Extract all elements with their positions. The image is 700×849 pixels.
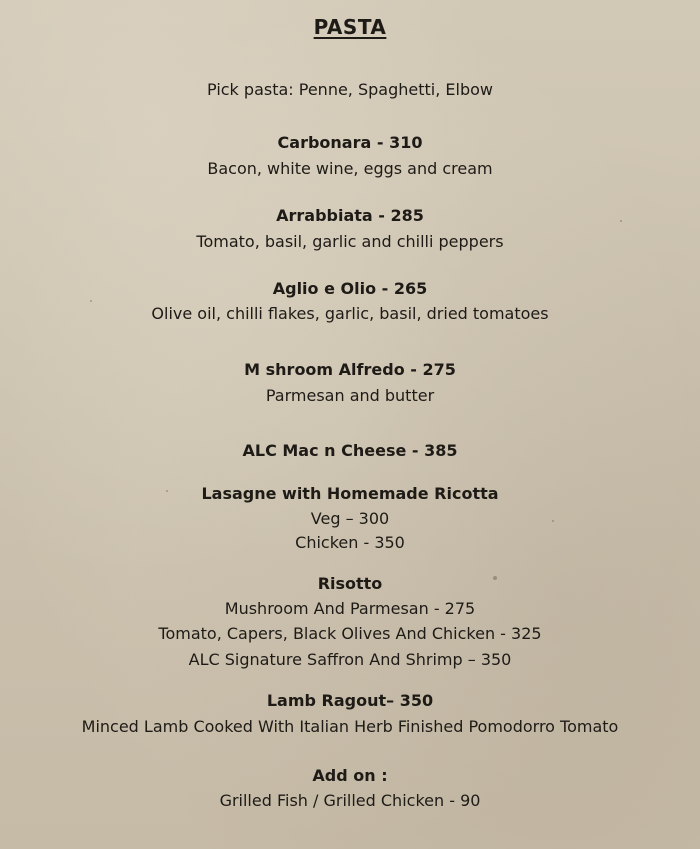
item-mac-cheese-name: ALC Mac n Cheese - 385	[242, 441, 458, 460]
item-alfredo-name: M shroom Alfredo - 275	[244, 360, 456, 379]
addon-label: Add on :	[312, 766, 388, 785]
item-aglio-desc: Olive oil, chilli flakes, garlic, basil, dried tomatoes	[151, 304, 549, 323]
paper-speck	[493, 576, 497, 580]
lasagne-option-veg: Veg – 300	[310, 509, 390, 528]
addon-text: Grilled Fish / Grilled Chicken - 90	[219, 791, 481, 810]
lasagne-name: Lasagne with Homemade Ricotta	[201, 484, 499, 503]
risotto-option-chicken: Tomato, Capers, Black Olives And Chicken - 325	[158, 624, 542, 643]
item-arrabbiata-desc: Tomato, basil, garlic and chilli peppers	[196, 232, 504, 251]
paper-speck	[166, 490, 168, 492]
item-carbonara-name: Carbonara - 310	[277, 133, 423, 152]
menu-title: PASTA	[313, 15, 387, 39]
item-aglio-name: Aglio e Olio - 265	[272, 279, 428, 298]
item-arrabbiata-name: Arrabbiata - 285	[276, 206, 424, 225]
lasagne-option-chicken: Chicken - 350	[295, 533, 405, 552]
paper-speck	[620, 220, 622, 222]
pasta-choice: Pick pasta: Penne, Spaghetti, Elbow	[207, 80, 493, 99]
risotto-option-shrimp: ALC Signature Saffron And Shrimp – 350	[188, 650, 512, 669]
risotto-name: Risotto	[317, 574, 383, 593]
lamb-desc: Minced Lamb Cooked With Italian Herb Finished Pomodorro Tomato	[81, 717, 619, 736]
paper-speck	[90, 300, 92, 302]
paper-speck	[552, 520, 554, 522]
risotto-option-mushroom: Mushroom And Parmesan - 275	[224, 599, 476, 618]
lamb-name: Lamb Ragout– 350	[266, 691, 434, 710]
item-carbonara-desc: Bacon, white wine, eggs and cream	[207, 159, 493, 178]
item-alfredo-desc: Parmesan and butter	[265, 386, 435, 405]
